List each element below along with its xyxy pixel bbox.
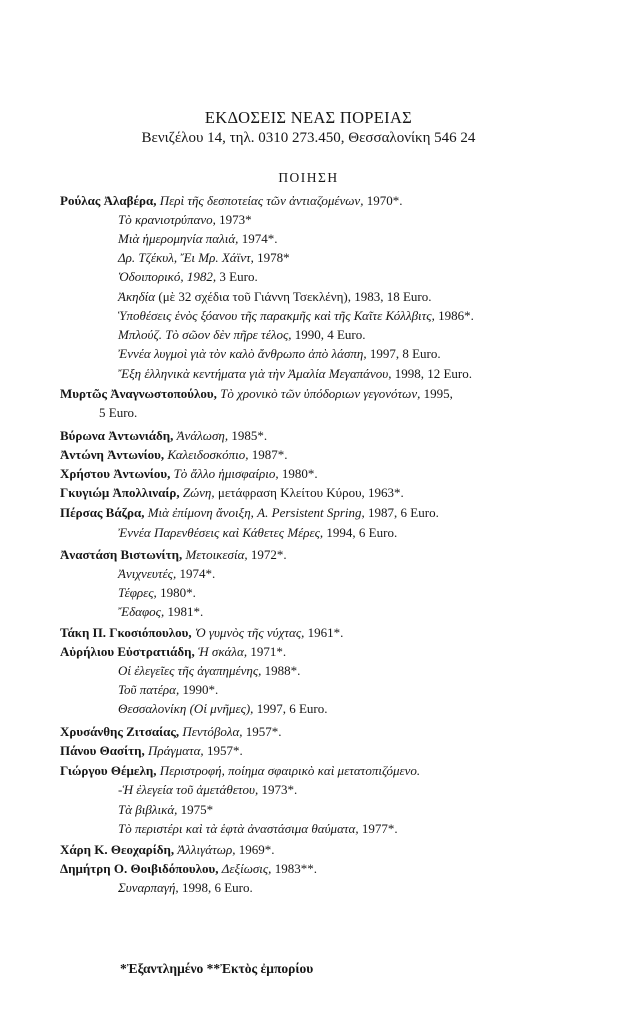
catalog-entry [60,385,453,404]
catalog-entry [60,504,439,523]
publication-details: 1978* [257,250,290,265]
section-title: ΠΟΙΗΣΗ [278,170,339,185]
publication-details: 1985*. [231,428,268,443]
catalog-entry [118,365,472,384]
work-title: Καλειδοσκόπιο, [167,447,249,462]
author-name: Πάνου Θασίτη, [60,743,145,758]
author-name: Ἀναστάση Βιστωνίτη, [60,547,183,562]
author-name: Γκυγιώμ Ἀπολλιναίρ, [60,485,180,500]
work-title: Ἐννέα Παρενθέσεις καὶ Κάθετες Μέρες, [118,525,324,540]
publication-details: 1981*. [167,604,204,619]
work-title: Τὰ βιβλικά, [118,802,178,817]
work-title: Ἡ σκάλα, [198,644,248,659]
author-name: Χρυσάνθης Ζιτσαίας, [60,724,180,739]
publication-details: 1974*. [241,231,278,246]
work-title: Δεξίωσις, [221,861,272,876]
catalog-entry [118,249,290,268]
publication-details: 1971*. [250,644,287,659]
publication-details: 1990, 4 Euro. [294,327,366,342]
work-title: -Ἡ ἐλεγεία τοῦ ἀμετάθετου, [118,782,259,797]
catalog-entry [118,345,441,364]
work-title: Πεντόβολα, [182,724,243,739]
catalog-entry [118,879,253,898]
publication-details: 1998, 6 Euro. [181,880,253,895]
author-name: Πέρσας Βάζρα, [60,505,145,520]
work-title: Οἱ ἐλεγεῖες τῆς ἀγαπημένης, [118,663,262,678]
catalog-entry [60,465,318,484]
catalog-entry [60,546,287,565]
catalog-entry [118,524,397,543]
work-title: Ὁ γυμνὸς τῆς νύχτας, [194,625,305,640]
work-title: Ἐννέα λυγμοὶ γιὰ τὸν καλὸ ἄνθρωπο ἀπὸ λάσπη, [118,346,367,361]
work-title: Θεσσαλονίκη (Οἱ μνῆμες), [118,701,254,716]
publication-details: 5 Euro. [99,405,138,420]
catalog-entry [60,723,282,742]
catalog-entry [60,427,267,446]
publication-details: 1986*. [438,308,474,323]
work-title: Ὑποθέσεις ἑνὸς ξόανου τῆς παρακμῆς καὶ τῆς Καῖτε Κόλλβιτς, [118,308,435,323]
catalog-entry [60,192,402,211]
catalog-entry [118,307,474,326]
work-title: Ὁδοιπορικό, 1982, [118,269,217,284]
publication-details: 1997, 6 Euro. [256,701,328,716]
author-name: Γιώργου Θέμελη, [60,763,157,778]
catalog-entry [118,288,432,307]
catalog-entry [60,624,343,643]
author-name: Αὐρήλιου Εὐστρατιάδη, [60,644,195,659]
catalog-entry [118,781,297,800]
publication-details: 1998, 12 Euro. [394,366,473,381]
publication-details: 1973* [219,212,252,227]
publication-details: 1997, 8 Euro. [369,346,441,361]
catalog-entry [118,584,196,603]
work-title: Ἀκηδία [118,289,156,304]
work-title: Περὶ τῆς δεσποτείας τῶν ἀντιαζομένων, [159,193,364,208]
work-title: Ζώνη, [182,485,215,500]
publication-details: 1972*. [250,547,287,562]
work-title: Ἀλλιγάτωρ, [177,842,236,857]
catalog-entry [118,230,277,249]
catalog-entry [118,268,258,287]
work-title: Τοῦ πατέρα, [118,682,180,697]
catalog-entry [118,801,213,820]
work-title: Δρ. Τζέκυλ, Ἔι Μρ. Χάϊντ, [118,250,254,265]
author-name: Χάρη Κ. Θεοχαρίδη, [60,842,175,857]
catalog-entry [60,484,404,503]
catalog-entry [118,820,398,839]
catalog-entry [118,565,215,584]
author-name: Μυρτῶς Ἀναγνωστοπούλου, [60,386,217,401]
publication-details: 1975* [180,802,214,817]
catalog-entry [118,681,218,700]
catalog-entry [118,662,300,681]
author-name: Ρούλας Ἀλαβέρα, [60,193,157,208]
work-title: Μιὰ ἐπίμονη ἄνοιξη, A. Persistent Spring, [147,505,365,520]
catalog-entry [60,762,420,781]
author-name: Δημήτρη Ο. Θοιβιδόπουλου, [60,861,219,876]
catalog-entry [60,860,317,879]
publication-details: 1988*. [264,663,301,678]
publication-details: μετάφραση Κλείτου Κύρου, 1963*. [217,485,404,500]
publication-details: 1973*. [261,782,298,797]
publication-details: 1961*. [307,625,344,640]
publication-details: 1957*. [206,743,243,758]
publication-details: (μὲ 32 σχέδια τοῦ Γιάννη Τσεκλένη), 1983, 18 Euro. [158,289,432,304]
catalog-entry [118,700,327,719]
work-title: Ἀνιχνευτές, [118,566,177,581]
publication-details: 1987*. [251,447,288,462]
publication-details: 1980*. [160,585,196,600]
publication-details: 1974*. [179,566,216,581]
publication-details: 1994, 6 Euro. [326,525,398,540]
catalog-entry [99,404,137,423]
catalog-entry [60,446,287,465]
publication-details: 1957*. [245,724,282,739]
publication-details: 3 Euro. [219,269,258,284]
publication-details: 1970*. [366,193,403,208]
work-title: Τὸ χρονικὸ τῶν ὑπόδοριων γεγονότων, [220,386,421,401]
footnote-legend: *Ἐξαντλημένο **Ἐκτὸς ἐμπορίου [120,961,314,976]
work-title: Τὸ περιστέρι καὶ τὰ ἑφτὰ ἀναστάσιμα θαύματα, [118,821,359,836]
catalog-entry [60,841,274,860]
work-title: Τὸ ἄλλο ἡμισφαίριο, [173,466,279,481]
work-title: Ἔξη ἑλληνικὰ κεντήματα γιὰ τὴν Ἀμαλία Μεγαπάνου, [118,366,392,381]
publication-details: 1977*. [361,821,398,836]
publisher-address: Βενιζέλου 14, τηλ. 0310 273.450, Θεσσαλονίκη 546 24 [141,130,476,146]
catalog-entry [60,643,286,662]
publisher-name: ΕΚΔΟΣΕΙΣ ΝΕΑΣ ΠΟΡΕΙΑΣ [204,108,413,127]
publication-details: 1987, 6 Euro. [368,505,439,520]
author-name: Τάκη Π. Γκοσιόπουλου, [60,625,192,640]
work-title: Περιστροφή, ποίημα σφαιρικὸ καὶ μετατοπιζόμενο. [159,763,421,778]
work-title: Ἀνάλωση, [176,428,229,443]
catalog-entry [118,326,366,345]
work-title: Πράγματα, [148,743,204,758]
work-title: Ἔδαφος, [118,604,165,619]
author-name: Βύρωνα Ἀντωνιάδη, [60,428,174,443]
publication-details: 1980*. [281,466,318,481]
work-title: Μιὰ ἡμερομηνία παλιά, [118,231,239,246]
work-title: Μετοικεσία, [185,547,248,562]
author-name: Χρήστου Ἀντωνίου, [60,466,171,481]
publication-details: 1983**. [274,861,317,876]
catalog-entry [118,603,203,622]
catalog-entry [118,211,252,230]
author-name: Ἀντώνη Ἀντωνίου, [60,447,165,462]
work-title: Μπλούζ. Τὸ σῶον δὲν πῆρε τέλος, [118,327,292,342]
work-title: Τέφρες, [118,585,157,600]
publication-details: 1969*. [238,842,275,857]
publication-details: 1990*. [182,682,219,697]
work-title: Τὸ κρανιοτρύπανο, [118,212,216,227]
work-title: Συναρπαγή, [118,880,179,895]
catalog-entry [60,742,243,761]
publication-details: 1995, [423,386,453,401]
